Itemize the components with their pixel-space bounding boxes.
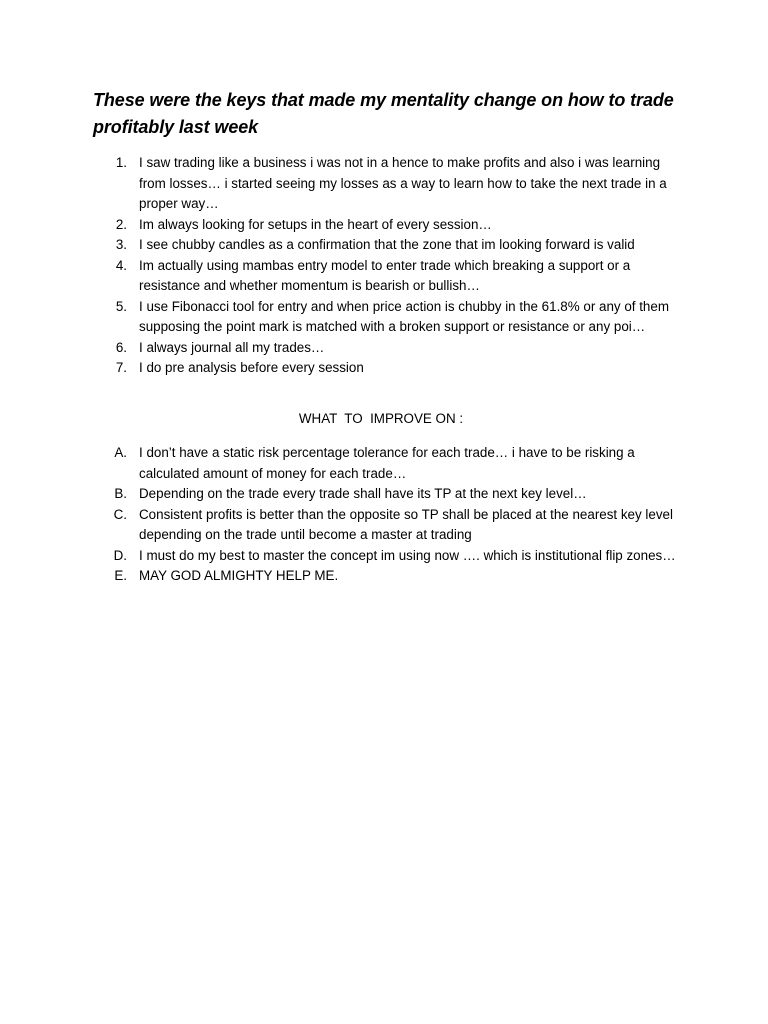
list-item [93,546,683,567]
list-item [93,338,683,359]
list-item-letter: C. [113,506,127,522]
list-item [93,505,683,546]
list-item-text: Im always looking for setups in the heart of every session… [139,216,492,232]
list-item-text: I saw trading like a business i was not in a hence to make profits and also i was learning from losses… i started seeing my losses as a way to learn how to take the next trade in a proper way… [139,155,667,211]
improve-list [93,443,683,587]
list-item [93,297,683,338]
list-item [93,566,683,587]
list-item-letter: A. [114,445,127,460]
list-item-letter: D. [113,547,127,563]
list-item-letter: E. [114,568,127,583]
list-item-text: I must do my best to master the concept im using now …. which is institutional flip zones… [139,547,676,563]
list-item-number: 4. [115,257,127,273]
list-item-text: Depending on the trade every trade shall have its TP at the next key level… [139,486,587,501]
list-item-text: I always journal all my trades… [139,339,325,355]
list-item-number: 5. [115,298,127,314]
list-item [93,484,683,505]
keys-list [93,153,683,379]
list-item-text: MAY GOD ALMIGHTY HELP ME. [139,568,339,583]
list-item [93,358,683,379]
list-item-number: 2. [115,216,127,232]
list-item [93,256,683,297]
list-item-number: 1. [115,155,127,170]
list-item-text: I don’t have a static risk percentage tolerance for each trade… i have to be risking a calculated amount of money for each trade… [139,445,635,481]
list-item-letter: B. [114,486,127,501]
list-item-text: Im actually using mambas entry model to enter trade which breaking a support or a resistance and whether momentum is bearish or bullish… [139,257,631,293]
list-item-text: I do pre analysis before every session [139,360,364,375]
list-item-number: 3. [115,237,127,252]
list-item-number: 6. [115,339,127,355]
document-title: These were the keys that made my mentality change on how to trade profitably last week [93,90,674,137]
list-item [93,235,683,256]
list-item-number: 7. [115,360,127,375]
list-item [93,443,683,484]
list-item [93,153,683,215]
list-item-text: I use Fibonacci tool for entry and when price action is chubby in the 61.8% or any of them supposing the point mark is matched with a broken support or resistance or any poi… [139,298,669,334]
list-item-text: I see chubby candles as a confirmation that the zone that im looking forward is valid [139,237,635,252]
list-item [93,215,683,236]
list-item-text: Consistent profits is better than the opposite so TP shall be placed at the nearest key level depending on the trade until become a master at trading [139,506,673,542]
improve-heading: WHAT TO IMPROVE ON : [298,411,464,426]
